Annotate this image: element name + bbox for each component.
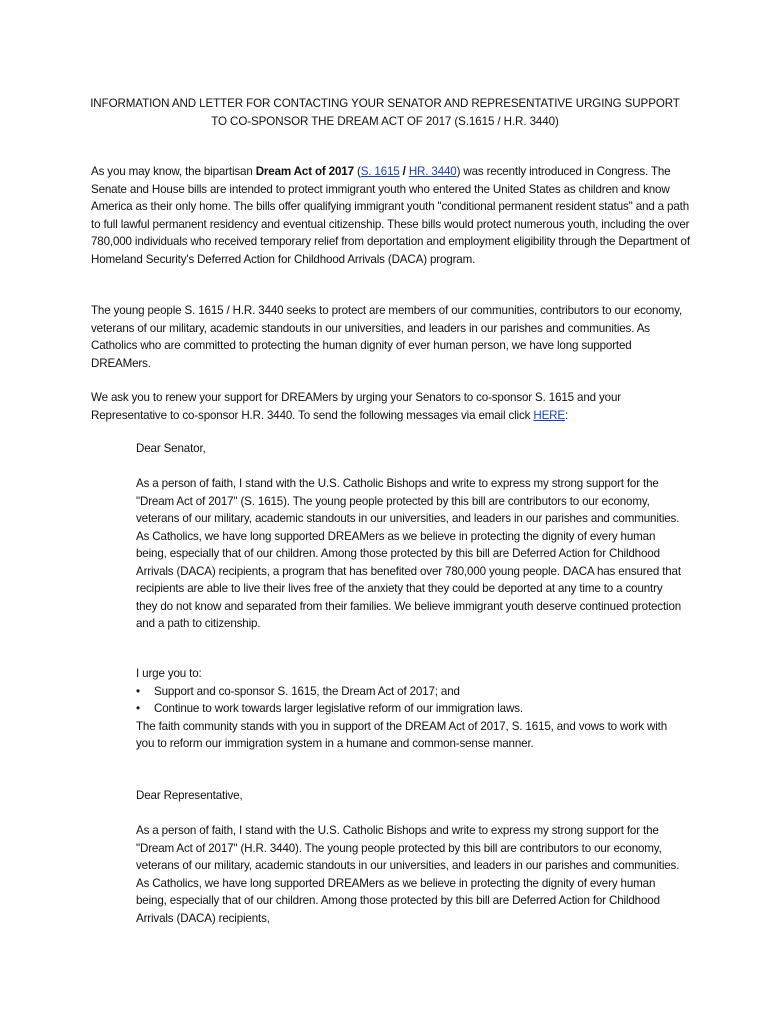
- intro-link-separator: /: [399, 165, 409, 178]
- intro-text-start: As you may know, the bipartisan: [91, 165, 256, 178]
- cta-colon: :: [564, 408, 569, 422]
- title-line-2: TO CO-SPONSOR THE DREAM ACT OF 2017 (S.1615 / H.R. 3440): [211, 114, 559, 128]
- senator-salutation: Dear Senator,: [136, 442, 206, 455]
- cta-text: We ask you to renew your support for DREAMers by urging your Senators to co-sponsor S. 1615 and your Representative to co-sponsor H.R. 3440. To send the following messages via email click: [91, 391, 621, 422]
- senator-letter-body: As a person of faith, I stand with the U.S. Catholic Bishops and write to express my strong support for the "Dream Act of 2017" (S. 1615). The young people protected by this bill are contributors to our economy, veterans of our military, academic standouts in our universities, and leaders in our parishes and communities. As Catholics, we have long supported DREAMers as we believe in protecting the dignity of every human being, especially that of our children. Among those protected by this bill are Deferred Action for Childhood Arrivals (DACA) recipients, a program that has benefited over 780,000 young people. DACA has ensured that recipients are able to live their lives free of the anxiety that they could be deported at any time to a country they do not know and separated from their families. We believe immigrant youth deserve continued protection and a path to citizenship.: [136, 477, 682, 630]
- hr3440-link[interactable]: HR. 3440: [408, 165, 457, 178]
- email-here-link[interactable]: HERE: [533, 408, 565, 422]
- intro-act-name: Dream Act of 2017: [255, 165, 354, 178]
- senator-urge-block: [136, 665, 684, 753]
- bullet-text-2: Continue to work towards larger legislative reform of our immigration laws.: [154, 702, 523, 715]
- representative-salutation: Dear Representative,: [136, 789, 243, 802]
- bullet-mark: •: [136, 702, 140, 715]
- call-to-action-paragraph: [91, 389, 691, 424]
- senator-closing: The faith community stands with you in support of the DREAM Act of 2017, S. 1615, and vows to work with you to reform our immigration system in a humane and common-sense manner.: [136, 719, 668, 750]
- urge-intro: I urge you to:: [136, 667, 202, 680]
- intro-text-end: ) was recently introduced in Congress. The Senate and House bills are intended to protect immigrant youth who entered the United States as children and know America as their only home. The bills offer qualifying immigrant youth "conditional permanent resident status" and a path to full lawful permanent residency and eventual citizenship. These bills would protect numerous youth, including the over 780,000 individuals who received temporary relief from deportation and employment eligibility through the Department of Homeland Security's Deferred Action for Childhood Arrivals (DACA) program.: [91, 165, 690, 266]
- bullet-text-1: Support and co-sponsor S. 1615, the Dream Act of 2017; and: [154, 684, 460, 698]
- bullet-item: [136, 683, 684, 701]
- bullet-mark: •: [136, 684, 140, 698]
- title-line-1: INFORMATION AND LETTER FOR CONTACTING YOUR SENATOR AND REPRESENTATIVE URGING SUPPORT: [90, 97, 680, 110]
- bullet-item: [136, 700, 684, 718]
- document-title: [60, 95, 710, 130]
- intro-paragraph: [91, 163, 691, 268]
- protection-paragraph: The young people S. 1615 / H.R. 3440 seeks to protect are members of our communities, contributors to our economy, veterans of our military, academic standouts in our universities, and leaders in our parishes and communities. As Catholics who are committed to protecting the human dignity of ever human person, we have long supported DREAMers.: [91, 304, 683, 370]
- s1615-link[interactable]: S. 1615: [360, 165, 400, 178]
- representative-letter-body: As a person of faith, I stand with the U.S. Catholic Bishops and write to express my strong support for the "Dream Act of 2017" (H.R. 3440). The young people protected by this bill are contributors to our economy, veterans of our military, academic standouts in our universities, and leaders in our parishes and communities. As Catholics, we have long supported DREAMers as we believe in protecting the dignity of every human being, especially that of our children. Among those protected by this bill are Deferred Action for Childhood Arrivals (DACA) recipients,: [136, 824, 680, 925]
- intro-paren-open: (: [353, 165, 361, 178]
